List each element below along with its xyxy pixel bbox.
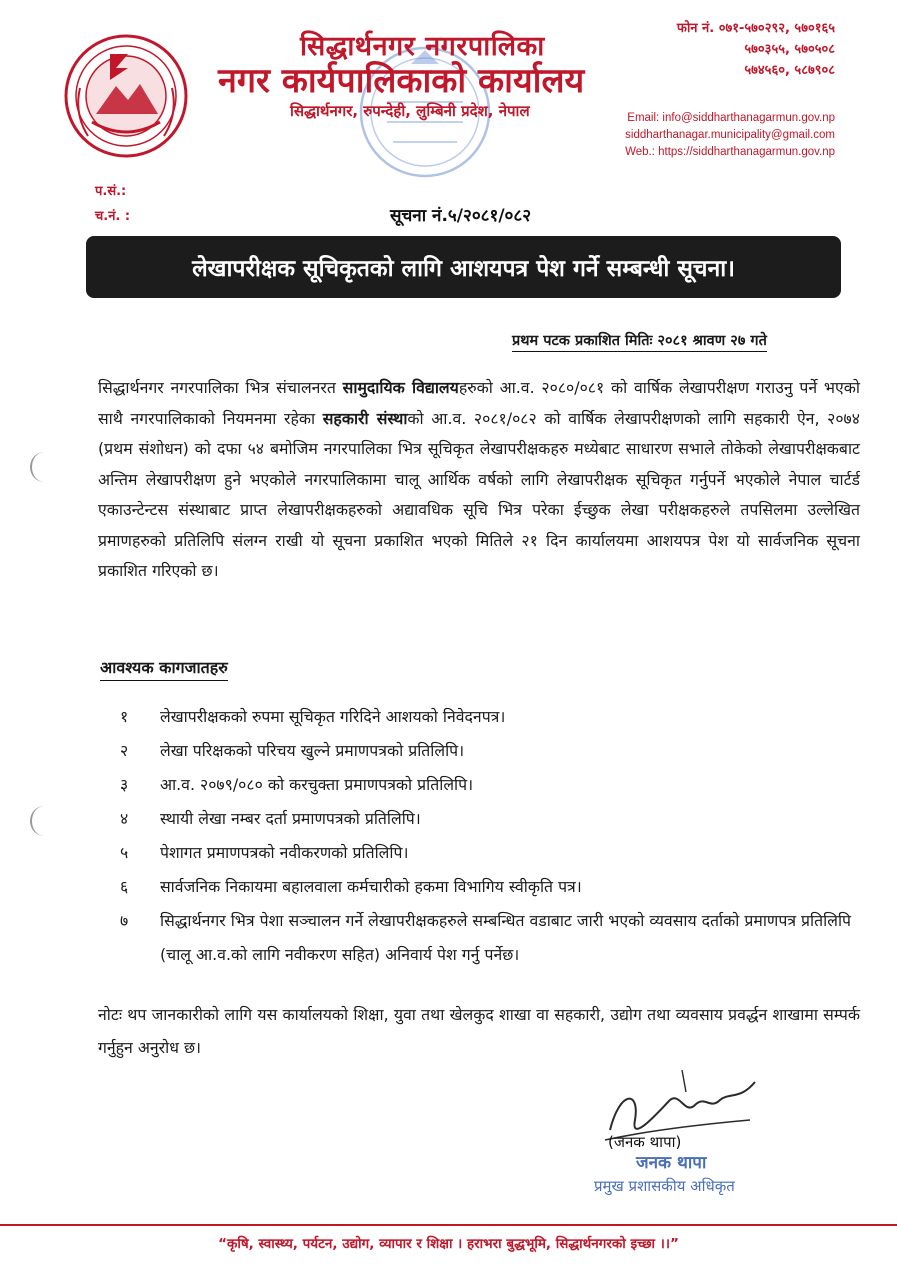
item-text: आ.व. २०७९/०८० को करचुक्ता प्रमाणपत्रको प्रतिलिपि। bbox=[160, 775, 474, 794]
item-number: २ bbox=[120, 741, 129, 760]
body-text: हरुको आ.व. २०८०/०८१ को वार्षिक लेखापरीक्षण गराउनु पर्ने भएको साथै नगरपालिकाको नियमनमा रहेका bbox=[98, 378, 860, 428]
list-item bbox=[120, 768, 870, 802]
ref-number-label: प.सं.: bbox=[95, 184, 127, 199]
item-text: लेखापरीक्षकको रुपमा सूचिकृत गरिदिने आशयको निवेदनपत्र। bbox=[160, 707, 506, 726]
office-title: नगर कार्यपालिकाको कार्यालय bbox=[218, 61, 585, 101]
notice-title-banner bbox=[86, 236, 841, 298]
notice-title: लेखापरीक्षक सूचिकृतको लागि आशयपत्र पेश गर्ने सम्बन्धी सूचना। bbox=[192, 256, 735, 282]
item-text: लेखा परिक्षकको परिचय खुल्ने प्रमाणपत्रको प्रतिलिपि। bbox=[160, 741, 465, 760]
signer-title: प्रमुख प्रशासकीय अधिकृत bbox=[594, 1177, 735, 1195]
org-name: सिद्धार्थनगर नगरपालिका bbox=[300, 31, 545, 62]
item-number: ६ bbox=[120, 877, 129, 896]
item-text: पेशागत प्रमाणपत्रको नवीकरणको प्रतिलिपि। bbox=[160, 843, 409, 862]
body-text: को आ.व. २०८१/०८२ को वार्षिक लेखापरीक्षणको लागि सहकारी ऐन, २०७४ (प्रथम संशोधन) को दफा ५४ बमोजिम नगरपालिका भित्र सूचिकृत लेखापरीक्षकहरु मध्येबाट साधारण सभाले तोकेको लेखापरीक्षकबाट अन्तिम लेखापरीक्षण हुने भएकोले नगरपालिकामा चालू आर्थिक वर्षको लागि लेखापरीक्षक सूचिकृत गर्नुपर्ने भएकोले नेपाल चार्टर्ड एकाउन्टेन्टस संस्थाबाट प्राप्त लेखापरीक्षकहरुको अद्यावधिक सूचि भित्र परेका ईच्छुक लेखा परीक्षकहरुले तपसिलमा उल्लेखित प्रमाणहरुको प्रतिलिपि संलग्न राखी यो सूचना प्रकाशित भएको मितिले २१ दिन कार्यालयमा आशयपत्र पेश यो सार्वजनिक सूचना प्रकाशित गरिएको छ। bbox=[98, 408, 860, 580]
notice-number: सूचना नं.५/२०८१/०८२ bbox=[390, 206, 532, 226]
body-bold-text: सहकारी संस्था bbox=[322, 408, 408, 428]
item-number: १ bbox=[120, 707, 129, 726]
website-link[interactable]: Web.: https://siddharthanagarmun.gov.np bbox=[625, 146, 835, 158]
signer-stamp-name: जनक थापा bbox=[636, 1153, 707, 1173]
list-item bbox=[120, 734, 870, 768]
list-item bbox=[120, 904, 870, 972]
notice-body bbox=[98, 373, 860, 587]
body-text: सिद्धार्थनगर नगरपालिका भित्र संचालनरत bbox=[98, 378, 343, 397]
published-date: प्रथम पटक प्रकाशित मितिः २०८१ श्रावण २७ गते bbox=[512, 330, 767, 352]
signer-name: (जनक थापा) bbox=[608, 1133, 682, 1151]
documents-heading: आवश्यक कागजातहरु bbox=[100, 656, 228, 681]
email-link[interactable]: Email: info@siddharthanagarmun.gov.np bbox=[627, 112, 835, 124]
dispatch-number-label: च.नं. : bbox=[95, 209, 131, 224]
body-bold-text: सामुदायिक विद्यालय bbox=[342, 378, 459, 397]
punch-hole bbox=[30, 806, 58, 836]
municipality-seal-icon bbox=[60, 24, 192, 164]
item-text: सिद्धार्थनगर भित्र पेशा सञ्चालन गर्ने लेखापरीक्षकहरुले सम्बन्धित वडाबाट जारी भएको व्यवसाय दर्ताको प्रमाणपत्र प्रतिलिपि (चालू आ.व.को लागि नवीकरण सहित) अनिवार्य पेश गर्नु पर्नेछ। bbox=[160, 911, 852, 964]
punch-hole bbox=[30, 452, 58, 482]
footer-divider bbox=[0, 1224, 897, 1226]
office-address: सिद्धार्थनगर, रुपन्देही, लुम्बिनी प्रदेश, नेपाल bbox=[290, 102, 530, 120]
item-number: ४ bbox=[120, 809, 129, 828]
phone-numbers bbox=[677, 18, 835, 81]
item-text: सार्वजनिक निकायमा बहालवाला कर्मचारीको हकमा विभागिय स्वीकृति पत्र। bbox=[160, 877, 582, 896]
item-text: स्थायी लेखा नम्बर दर्ता प्रमाणपत्रको प्रतिलिपि। bbox=[160, 809, 421, 828]
item-number: ७ bbox=[120, 911, 129, 930]
item-number: ५ bbox=[120, 843, 129, 862]
list-item bbox=[120, 870, 870, 904]
note-text: नोटः थप जानकारीको लागि यस कार्यालयको शिक्षा, युवा तथा खेलकुद शाखा वा सहकारी, उद्योग तथा व्यवसाय प्रवर्द्धन शाखामा सम्पर्क गर्नुहुन अनुरोध छ। bbox=[98, 1005, 860, 1057]
item-number: ३ bbox=[120, 775, 129, 794]
footer-slogan: “कृषि, स्वास्थ्य, पर्यटन, उद्योग, व्यापार र शिक्षा । हराभरा बुद्धभूमि, सिद्धार्थनगरको इच्छा ।।” bbox=[218, 1236, 679, 1252]
email-link[interactable]: siddharthanagar.municipality@gmail.com bbox=[625, 129, 835, 141]
list-item bbox=[120, 700, 870, 734]
list-item bbox=[120, 802, 870, 836]
phone-line: ५७४५६०, ५८७९०८ bbox=[744, 63, 835, 78]
list-item bbox=[120, 836, 870, 870]
contact-info bbox=[625, 110, 835, 161]
documents-list bbox=[120, 700, 870, 972]
phone-line: ५७०३५५, ५७०५०८ bbox=[744, 42, 835, 57]
phone-line: फोन नं. ०७१-५७०२९२, ५७०१६५ bbox=[676, 21, 835, 36]
